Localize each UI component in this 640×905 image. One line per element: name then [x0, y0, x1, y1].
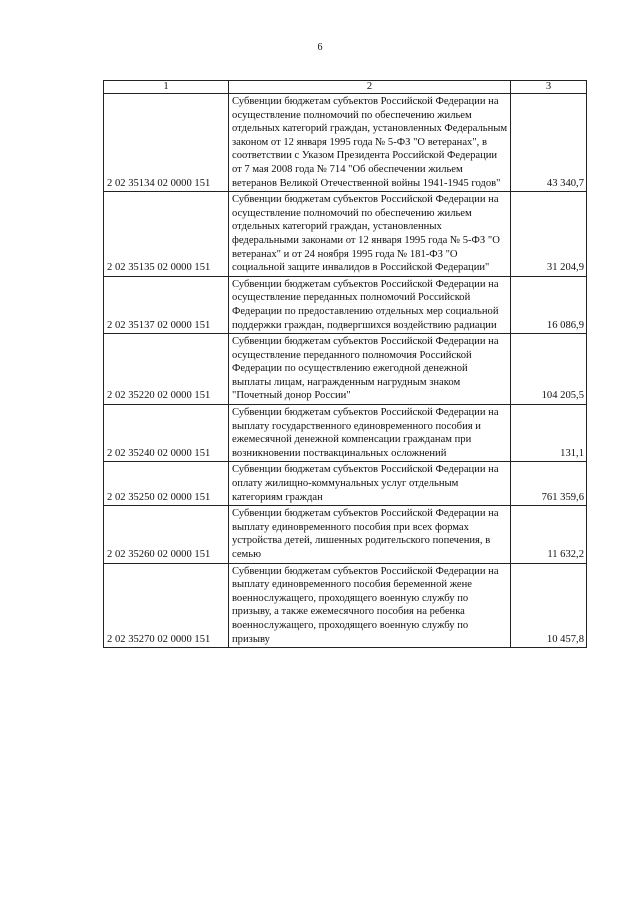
amount-cell: 761 359,6: [511, 462, 587, 506]
budget-code-cell: 2 02 35134 02 0000 151: [104, 94, 229, 192]
table-row: [104, 334, 587, 405]
budget-code-cell: 2 02 35137 02 0000 151: [104, 276, 229, 333]
description-cell: Субвенции бюджетам субъектов Российской Федерации на выплату государственного единовременного пособия и ежемесячной денежной компенсации гражданам при возникновении поствакцинальных осложнений: [229, 405, 511, 462]
amount-cell: 10 457,8: [511, 563, 587, 648]
description-cell: Субвенции бюджетам субъектов Российской Федерации на осуществление полномочий по обеспечению жильем отдельных категорий граждан, установленных Федеральным законом от 12 января 1995 года № 5-ФЗ "О ветеранах", в соответствии с Указом Президента Российской Федерации от 7 мая 2008 года № 714 "Об обеспечении жильем ветеранов Великой Отечественной войны 1941-1945 годов": [229, 94, 511, 192]
budget-code-cell: 2 02 35220 02 0000 151: [104, 334, 229, 405]
description-cell: Субвенции бюджетам субъектов Российской Федерации на осуществление полномочий по обеспечению жильем отдельных категорий граждан, установленных федеральными законами от 12 января 1995 года № 5-ФЗ "О ветеранах" и от 24 ноября 1995 года № 181-ФЗ "О социальной защите инвалидов в Российской Федерации": [229, 192, 511, 277]
table-row: [104, 563, 587, 648]
amount-cell: 104 205,5: [511, 334, 587, 405]
table-row: [104, 276, 587, 333]
table-row: [104, 192, 587, 277]
column-header-amount: 3: [511, 81, 587, 94]
budget-code-cell: 2 02 35135 02 0000 151: [104, 192, 229, 277]
budget-code-cell: 2 02 35260 02 0000 151: [104, 506, 229, 563]
description-cell: Субвенции бюджетам субъектов Российской Федерации на оплату жилищно-коммунальных услуг отдельным категориям граждан: [229, 462, 511, 506]
amount-cell: 131,1: [511, 405, 587, 462]
column-header-description: 2: [229, 81, 511, 94]
column-header-code: 1: [104, 81, 229, 94]
description-cell: Субвенции бюджетам субъектов Российской Федерации на осуществление переданного полномочия Российской Федерации по осуществлению ежегодной денежной выплаты лицам, награжденным нагрудным знаком "Почетный донор России": [229, 334, 511, 405]
table-row: [104, 506, 587, 563]
amount-cell: 31 204,9: [511, 192, 587, 277]
table-row: [104, 94, 587, 192]
description-cell: Субвенции бюджетам субъектов Российской Федерации на выплату единовременного пособия при всех формах устройства детей, лишенных родительского попечения, в семью: [229, 506, 511, 563]
budget-code-cell: 2 02 35250 02 0000 151: [104, 462, 229, 506]
amount-cell: 43 340,7: [511, 94, 587, 192]
amount-cell: 16 086,9: [511, 276, 587, 333]
page-number: 6: [317, 42, 323, 53]
description-cell: Субвенции бюджетам субъектов Российской Федерации на осуществление переданных полномочий Российской Федерации по предоставлению отдельных мер социальной поддержки граждан, подвергшихся воздействию радиации: [229, 276, 511, 333]
budget-code-cell: 2 02 35240 02 0000 151: [104, 405, 229, 462]
amount-cell: 11 632,2: [511, 506, 587, 563]
table-row: [104, 462, 587, 506]
budget-code-cell: 2 02 35270 02 0000 151: [104, 563, 229, 648]
table-header-row: [104, 81, 587, 94]
subventions-table: [103, 80, 587, 648]
table-row: [104, 405, 587, 462]
description-cell: Субвенции бюджетам субъектов Российской Федерации на выплату единовременного пособия беременной жене военнослужащего, проходящего военную службу по призыву, а также ежемесячного пособия на ребенка военнослужащего, проходящего военную службу по призыву: [229, 563, 511, 648]
